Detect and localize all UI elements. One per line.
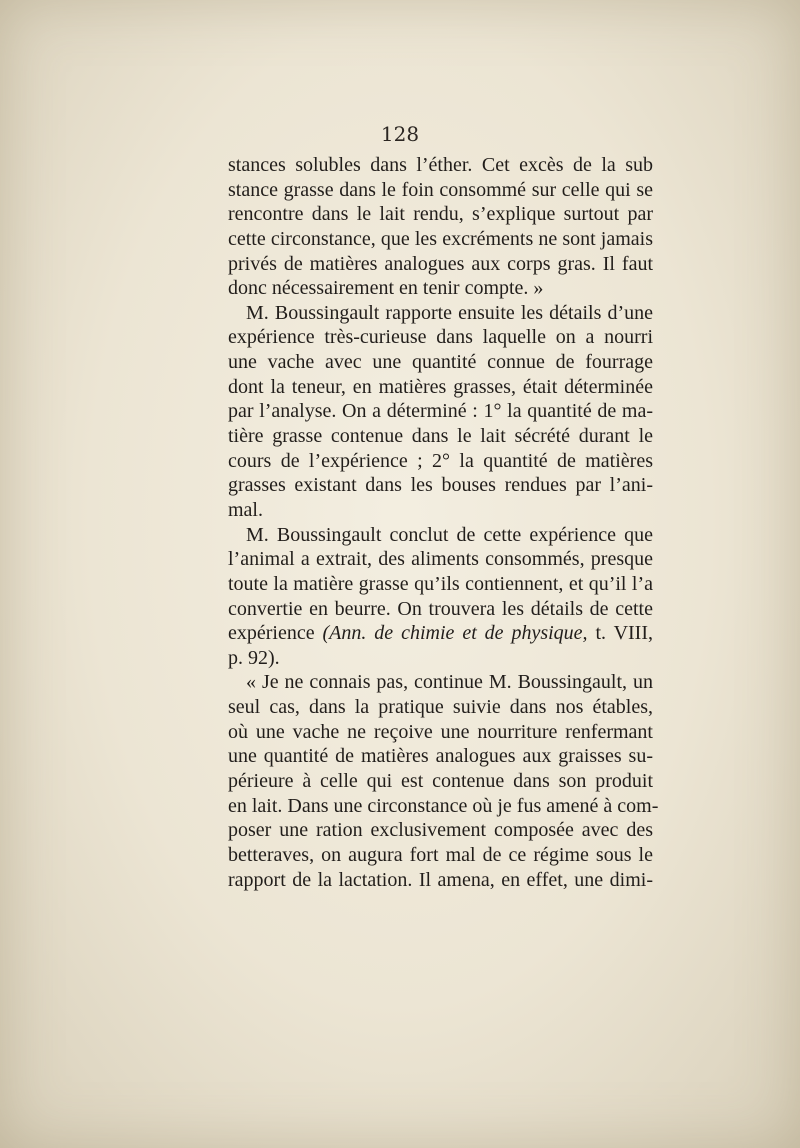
text-line: toute la matière grasse qu’ils contiennent, et qu’il l’a [228,572,653,595]
text-line: stances solubles dans l’éther. Cet excès de la sub [228,154,653,176]
text-line: stance grasse dans le foin consommé sur celle qui se [228,178,653,201]
body-text [228,153,659,892]
text-line: M. Boussingault rapporte ensuite les détails d’une [246,301,653,324]
text-line: l’animal a extrait, des aliments consommés, presque [228,548,653,571]
page-number: 128 [380,122,420,146]
text-line: rencontre dans le lait rendu, s’explique surtout par [228,203,653,226]
text-line: seul cas, dans la pratique suivie dans nos étables, [228,696,653,719]
text-line: mal. [228,498,263,521]
text-line: rapport de la lactation. Il amena, en effet, une dimi- [228,868,653,891]
text-line: convertie en beurre. On trouvera les détails de cette [228,597,653,620]
citation-line [228,621,653,646]
text-line: une vache avec une quantité connue de fourrage [228,351,653,374]
text-line: en lait. Dans une circonstance où je fus amené à com- [228,794,659,817]
text-line: dont la teneur, en matières grasses, était déterminée [228,375,653,398]
citation-after: t. VIII, [587,622,653,645]
text-line: tière grasse contenue dans le lait sécrété durant le [228,425,653,448]
citation-before: expérience [228,622,323,645]
text-line: expérience très-curieuse dans laquelle on a nourri [228,326,653,349]
text-line: où une vache ne reçoive une nourriture renfermant [228,720,653,743]
text-line: une quantité de matières analogues aux graisses su- [228,745,653,768]
text-line: périeure à celle qui est contenue dans son produit [228,770,653,793]
text-line: M. Boussingault conclut de cette expérience que [246,523,653,546]
text-line: betteraves, on augura fort mal de ce régime sous le [228,843,653,866]
text-line: privés de matières analogues aux corps gras. Il faut [228,252,653,275]
text-line: cette circonstance, que les excréments ne sont jamais [228,227,653,250]
text-line: par l’analyse. On a déterminé : 1° la quantité de ma- [228,400,653,423]
citation-title: (Ann. de chimie et de physique, [322,622,588,645]
text-line: cours de l’expérience ; 2° la quantité de matières [228,449,653,472]
text-line: « Je ne connais pas, continue M. Boussingault, un [246,671,653,694]
text-line: donc nécessairement en tenir compte. » [228,277,544,300]
text-line: poser une ration exclusivement composée avec des [228,819,653,842]
text-line: grasses existant dans les bouses rendues par l’ani- [228,474,653,497]
text-line: p. 92). [228,646,280,669]
